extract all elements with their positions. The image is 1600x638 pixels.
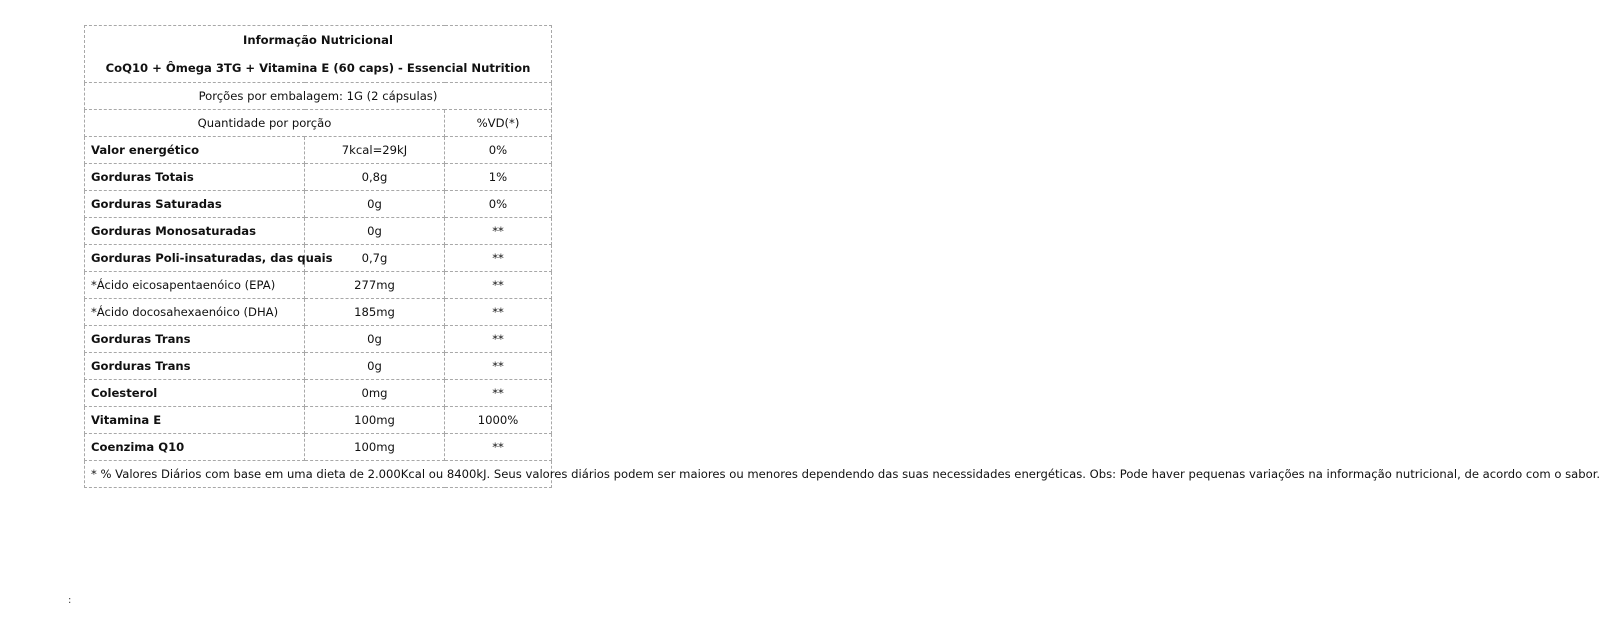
- nutrient-amount: 0g: [305, 218, 445, 245]
- table-row: [85, 245, 552, 272]
- nutrient-vd: **: [445, 245, 552, 272]
- nutrient-vd: **: [445, 272, 552, 299]
- table-row: [85, 299, 552, 326]
- nutrient-vd: **: [445, 326, 552, 353]
- nutrient-name: Gorduras Trans: [85, 326, 305, 353]
- nutrient-vd: **: [445, 380, 552, 407]
- table-title: Informação Nutricional: [243, 33, 393, 47]
- table-row: [85, 326, 552, 353]
- nutrient-name: Colesterol: [85, 380, 305, 407]
- nutrient-name: Vitamina E: [85, 407, 305, 434]
- header-row: [85, 26, 552, 83]
- nutrient-vd: 0%: [445, 191, 552, 218]
- nutrient-amount: 100mg: [305, 407, 445, 434]
- table-row: [85, 272, 552, 299]
- nutrient-vd: **: [445, 353, 552, 380]
- nutrient-amount: 0g: [305, 191, 445, 218]
- portions-text: Porções por embalagem: 1G (2 cápsulas): [85, 83, 552, 110]
- nutrient-amount: 0mg: [305, 380, 445, 407]
- nutrient-name: Gorduras Saturadas: [85, 191, 305, 218]
- nutrient-amount: 0g: [305, 326, 445, 353]
- nutrient-name: Gorduras Poli-insaturadas, das quais: [85, 245, 305, 272]
- table-row: [85, 137, 552, 164]
- nutrient-name: Gorduras Totais: [85, 164, 305, 191]
- footnote-text: * % Valores Diários com base em uma dieta de 2.000Kcal ou 8400kJ. Seus valores diários podem ser maiores ou menores dependendo das suas necessidades energéticas. Obs: Pode haver pequenas variações na informação nutricional, de acordo com o sabor.: [85, 461, 552, 488]
- nutrition-table: [84, 25, 1600, 488]
- nutrient-amount: 185mg: [305, 299, 445, 326]
- table-header: [85, 26, 552, 83]
- nutrient-vd: 1000%: [445, 407, 552, 434]
- nutrient-vd: **: [445, 434, 552, 461]
- table-row: [85, 407, 552, 434]
- nutrient-name: *Ácido eicosapentaenóico (EPA): [85, 272, 305, 299]
- nutrient-amount: 100mg: [305, 434, 445, 461]
- nutrient-vd: 0%: [445, 137, 552, 164]
- table-row: [85, 380, 552, 407]
- nutrient-amount: 0,7g: [305, 245, 445, 272]
- table-subtitle: CoQ10 + Ômega 3TG + Vitamina E (60 caps) - Essencial Nutrition: [105, 61, 531, 75]
- footnote-row: [85, 461, 552, 488]
- table-row: [85, 353, 552, 380]
- stray-marks: :: [68, 595, 72, 606]
- table-row: [85, 164, 552, 191]
- nutrient-name: Valor energético: [85, 137, 305, 164]
- nutrient-amount: 0,8g: [305, 164, 445, 191]
- nutrient-vd: **: [445, 218, 552, 245]
- table-row: [85, 191, 552, 218]
- nutrient-amount: 277mg: [305, 272, 445, 299]
- nutrient-amount: 7kcal=29kJ: [305, 137, 445, 164]
- table-row: [85, 434, 552, 461]
- nutrient-vd: 1%: [445, 164, 552, 191]
- nutrient-name: Gorduras Trans: [85, 353, 305, 380]
- nutrient-amount: 0g: [305, 353, 445, 380]
- quantity-column-header: Quantidade por porção: [85, 110, 445, 137]
- nutrient-vd: **: [445, 299, 552, 326]
- nutrient-name: *Ácido docosahexaenóico (DHA): [85, 299, 305, 326]
- table-row: [85, 218, 552, 245]
- vd-column-header: %VD(*): [445, 110, 552, 137]
- nutrient-name: Coenzima Q10: [85, 434, 305, 461]
- column-header-row: [85, 110, 552, 137]
- portions-row: [85, 83, 552, 110]
- nutrient-name: Gorduras Monosaturadas: [85, 218, 305, 245]
